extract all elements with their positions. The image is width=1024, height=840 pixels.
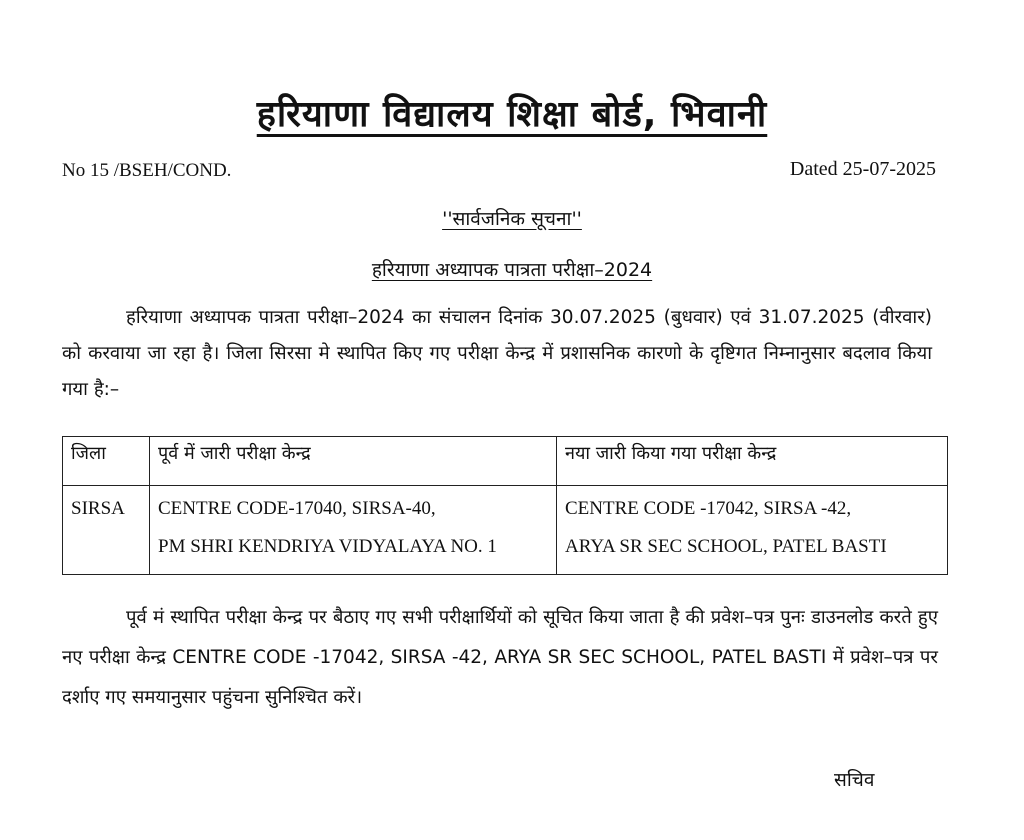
intro-paragraph: हरियाणा अध्यापक पात्रता परीक्षा–2024 का संचालन दिनांक 30.07.2025 (बुधवार) एवं 31.07.2025 (वीरवार) को करवाया जा रहा है। जिला सिरसा मे स्थापित किए गए परीक्षा केन्द्र में प्रशासनिक कारणो के दृष्टिगत निम्नानुसार बदलाव किया गया है:– [62, 307, 932, 400]
exam-title-text: हरियाणा अध्यापक पात्रता परीक्षा–2024 [371, 259, 653, 281]
board-title [0, 88, 1024, 137]
cell-old-centre [150, 486, 557, 575]
instruction-paragraph: पूर्व मं स्थापित परीक्षा केन्द्र पर बैठाए गए सभी परीक्षार्थियों को सूचित किया जाता है की प्रवेश–पत्र पुनः डाउनलोड करते हुए नए परीक्षा केन्द्र CENTRE CODE -17042, SIRSA -42, ARYA SR SEC SCHOOL, PATEL BASTI में प्रवेश–पत्र पर दर्शाए गए समयानुसार पहुंचना सुनिश्चित करें। [62, 607, 938, 708]
cell-new-centre [557, 486, 948, 575]
header-district: जिला [63, 437, 150, 486]
header-old-centre: पूर्व में जारी परीक्षा केन्द्र [150, 437, 557, 486]
exam-title [0, 256, 1024, 282]
old-centre-name: PM SHRI KENDRIYA VIDYALAYA NO. 1 [158, 536, 497, 557]
table-header-row [63, 437, 948, 486]
new-centre-name: ARYA SR SEC SCHOOL, PATEL BASTI [565, 536, 887, 557]
board-title-text: हरियाणा विद्यालय शिक्षा बोर्ड, भिवानी [256, 94, 768, 135]
public-notice-heading-text: ''सार्वजनिक सूचना'' [442, 208, 582, 230]
centre-change-table [62, 436, 948, 575]
reference-number: No 15 /BSEH/COND. [62, 160, 232, 181]
cell-district: SIRSA [63, 486, 150, 575]
old-centre-code: CENTRE CODE-17040, SIRSA-40, [158, 498, 436, 519]
new-centre-code: CENTRE CODE -17042, SIRSA -42, [565, 498, 852, 519]
public-notice-heading [0, 205, 1024, 231]
header-new-centre: नया जारी किया गया परीक्षा केन्द्र [557, 437, 948, 486]
table-row [63, 486, 948, 575]
signatory-secretary: सचिव [834, 769, 875, 791]
date-line: Dated 25-07-2025 [789, 158, 936, 180]
